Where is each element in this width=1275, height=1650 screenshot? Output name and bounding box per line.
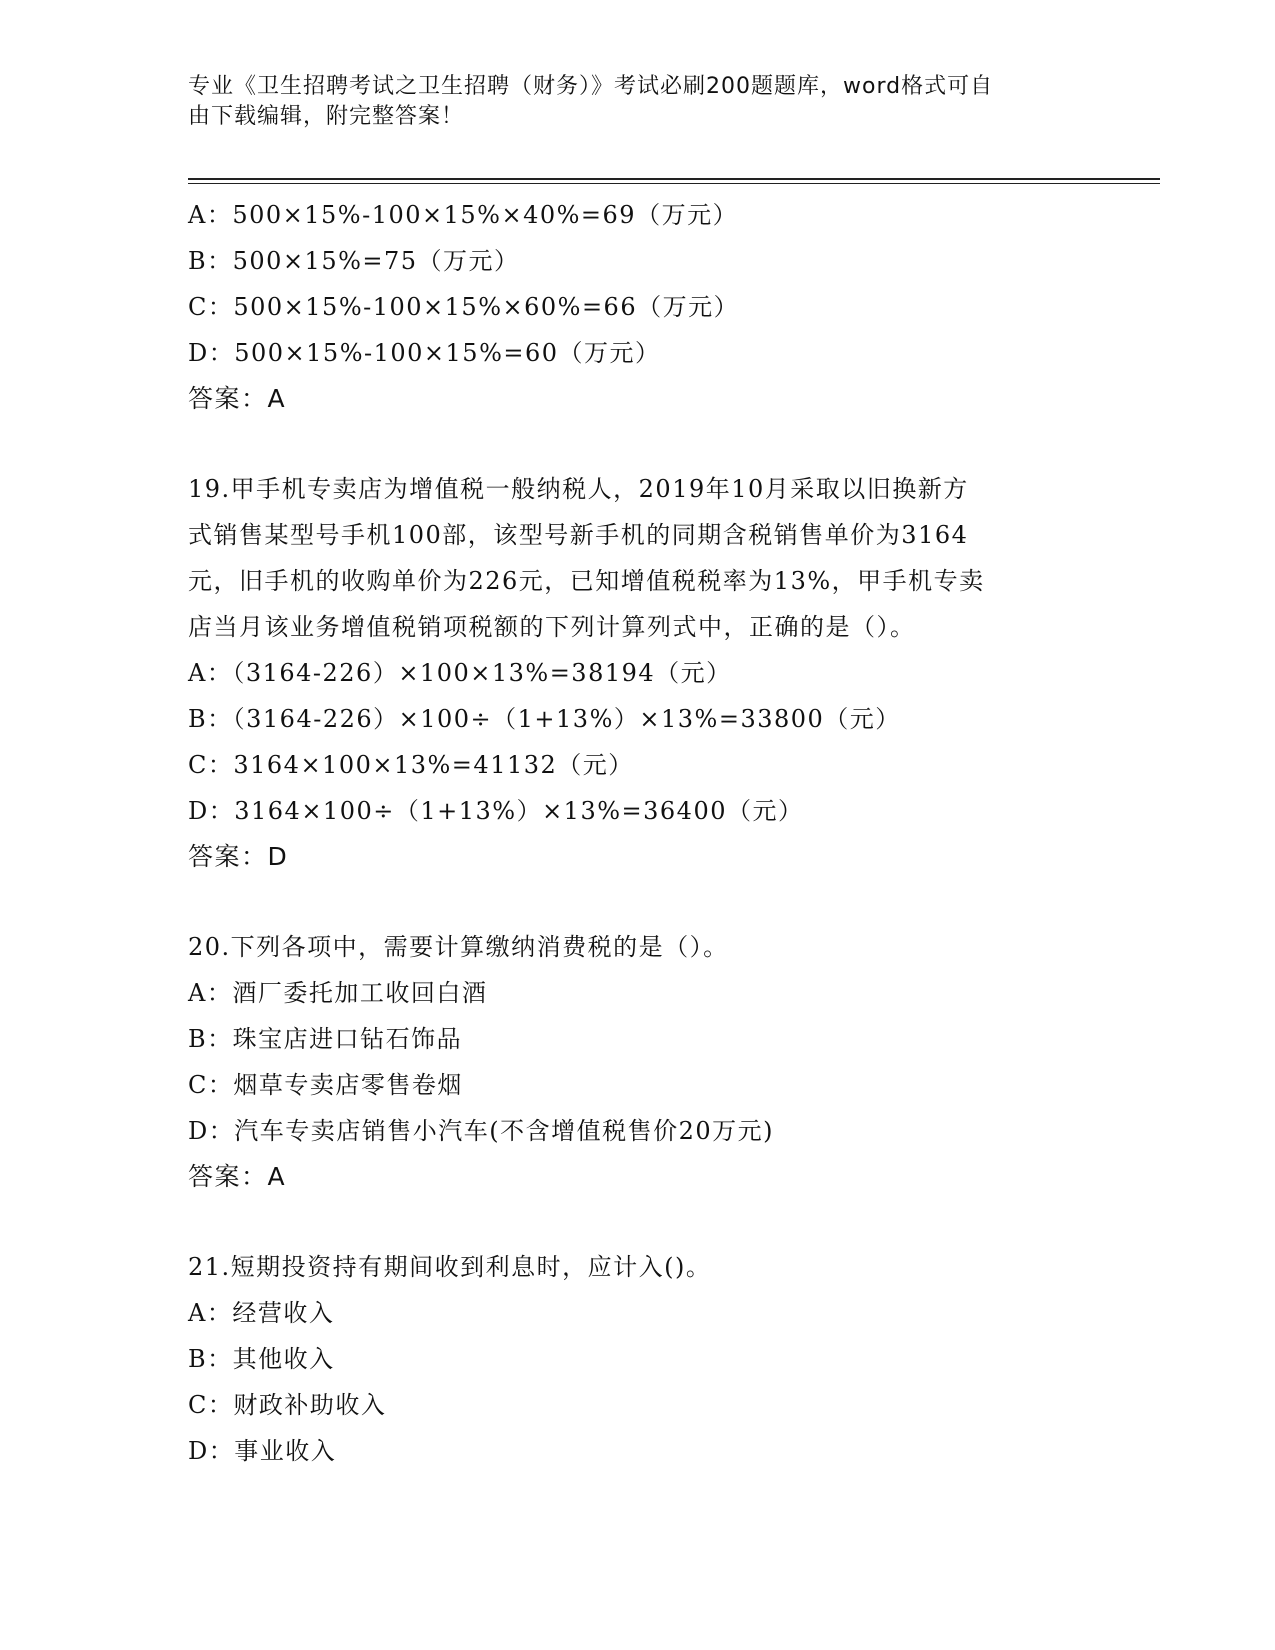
- option-d: D：500×15%-100×15%=60（万元）: [188, 339, 661, 367]
- header-rule-thick: [188, 178, 1160, 180]
- question-stem-line: 20.下列各项中，需要计算缴纳消费税的是（）。: [188, 933, 729, 961]
- question-stem-line: 19.甲手机专卖店为增值税一般纳税人，2019年10月采取以旧换新方: [188, 475, 969, 503]
- question-20: [188, 924, 1088, 1200]
- answer-line: 答案：D: [188, 842, 289, 871]
- option-d: D：事业收入: [188, 1437, 337, 1465]
- question-stem-line: 21.短期投资持有期间收到利息时，应计入()。: [188, 1253, 712, 1281]
- header-line-2: 由下载编辑，附完整答案！: [188, 104, 465, 129]
- option-c: C：500×15%-100×15%×60%=66（万元）: [188, 293, 740, 321]
- question-21: [188, 1244, 1088, 1474]
- question-19: [188, 466, 1088, 880]
- question-content: [188, 192, 1088, 1474]
- question-stem-line: 式销售某型号手机100部，该型号新手机的同期含税销售单价为3164: [188, 521, 969, 549]
- option-b: B：500×15%=75（万元）: [188, 247, 520, 275]
- header-rule-thin: [188, 183, 1160, 184]
- question-18-tail: [188, 192, 1088, 422]
- question-stem-line: 店当月该业务增值税销项税额的下列计算列式中，正确的是（）。: [188, 613, 916, 641]
- option-d: D：3164×100÷（1+13%）×13%=36400（元）: [188, 797, 804, 825]
- option-c: C：3164×100×13%=41132（元）: [188, 751, 634, 779]
- option-a: A：500×15%-100×15%×40%=69（万元）: [188, 201, 739, 229]
- option-b: B：珠宝店进口钻石饰品: [188, 1025, 463, 1053]
- question-stem-line: 元，旧手机的收购单价为226元，已知增值税税率为13%，甲手机专卖: [188, 567, 985, 595]
- document-header: [188, 72, 1088, 132]
- header-line-1: 专业《卫生招聘考试之卫生招聘（财务）》考试必刷200题题库，word格式可自: [188, 74, 994, 99]
- option-a: A：酒厂委托加工收回白酒: [188, 979, 488, 1007]
- option-a: A：经营收入: [188, 1299, 335, 1327]
- option-d: D：汽车专卖店销售小汽车(不含增值税售价20万元): [188, 1117, 775, 1145]
- option-b: B：（3164-226）×100÷（1+13%）×13%=33800（元）: [188, 705, 901, 733]
- option-c: C：财政补助收入: [188, 1391, 387, 1419]
- answer-line: 答案：A: [188, 1162, 287, 1191]
- option-b: B：其他收入: [188, 1345, 335, 1373]
- option-a: A：（3164-226）×100×13%=38194（元）: [188, 659, 732, 687]
- answer-line: 答案：A: [188, 384, 287, 413]
- option-c: C：烟草专卖店零售卷烟: [188, 1071, 463, 1099]
